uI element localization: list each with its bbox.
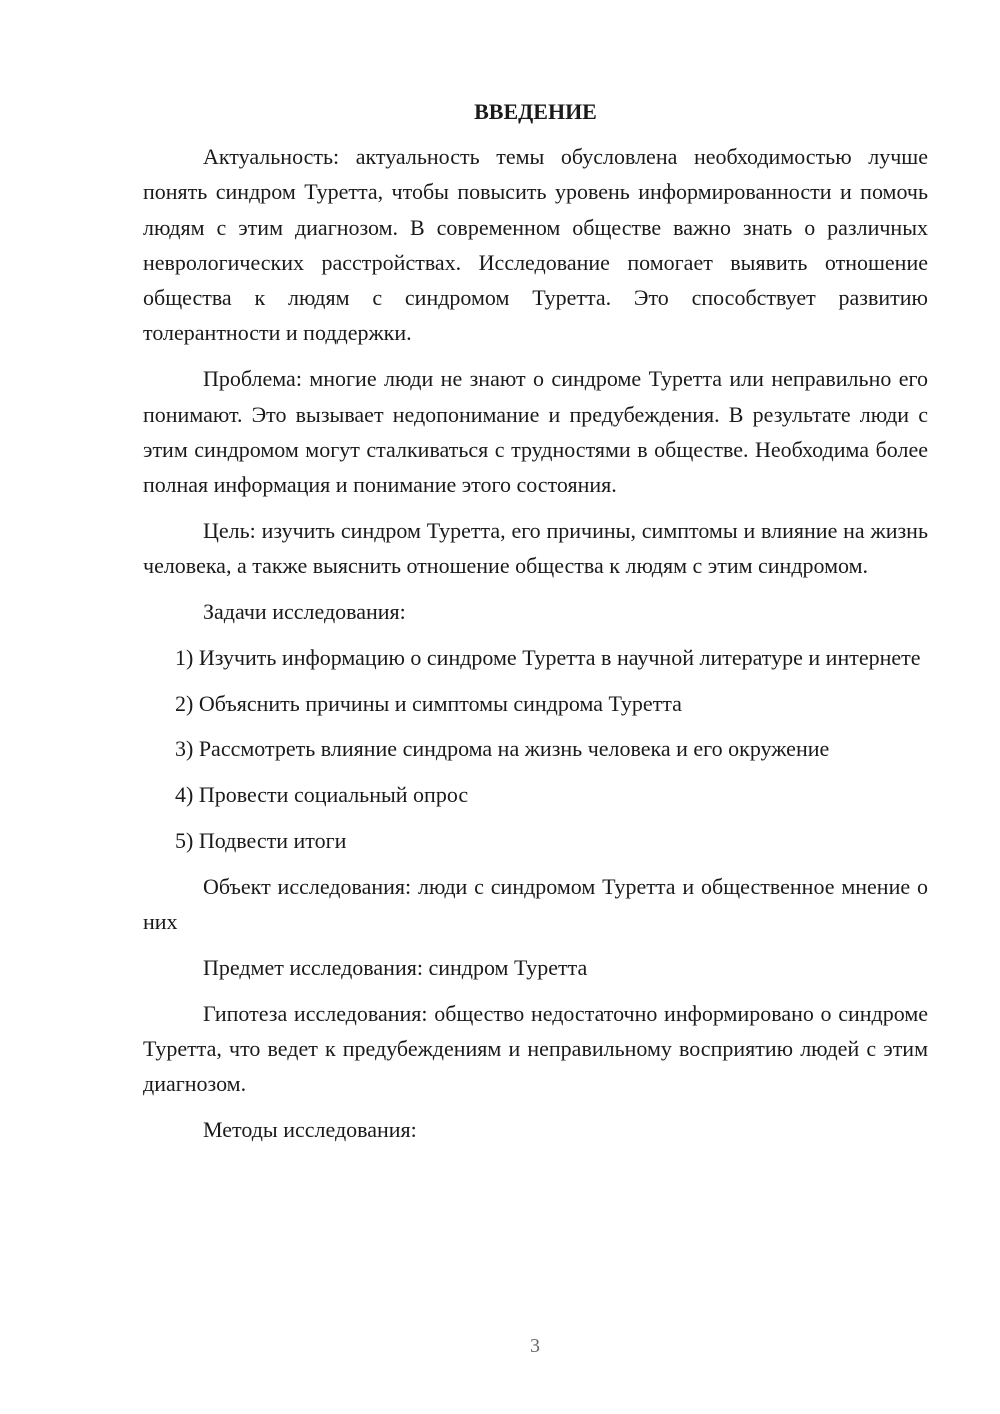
task-item-1: 1) Изучить информацию о синдроме Туретта в научной литературе и интернете bbox=[175, 644, 921, 670]
paragraph-goal: Цель: изучить синдром Туретта, его причины, симптомы и влияние на жизнь человека, а также выяснить отношение общества к людям с этим синдромом. bbox=[143, 517, 928, 579]
page-content bbox=[143, 94, 928, 1158]
paragraph-object: Объект исследования: люди с синдромом Туретта и общественное мнение о них bbox=[143, 873, 928, 935]
page-number: 3 bbox=[530, 1335, 540, 1357]
paragraph-problem: Проблема: многие люди не знают о синдроме Туретта или неправильно его понимают. Это вызывает недопонимание и предубеждения. В результате люди с этим синдромом могут сталкиваться с трудностями в обществе. Необходима более полная информация и понимание этого состояния. bbox=[143, 366, 928, 498]
task-item-2: 2) Объяснить причины и симптомы синдрома Туретта bbox=[175, 690, 682, 716]
page-title: ВВЕДЕНИЕ bbox=[474, 99, 597, 124]
task-item-3: 3) Рассмотреть влияние синдрома на жизнь человека и его окружение bbox=[175, 736, 830, 762]
paragraph-methods-heading: Методы исследования: bbox=[203, 1117, 417, 1143]
paragraph-relevance: Актуальность: актуальность темы обусловлена необходимостью лучше понять синдром Туретта, чтобы повысить уровень информированности и помочь людям с этим диагнозом. В современном обществе важно знать о различных неврологических расстройствах. Исследование помогает выявить отношение общества к людям с синдромом Туретта. Это способствует развитию толерантности и поддержки. bbox=[143, 144, 928, 346]
task-item-5: 5) Подвести итоги bbox=[175, 828, 347, 854]
paragraph-hypothesis: Гипотеза исследования: общество недостаточно информировано о синдроме Туретта, что ведет к предубеждениям и неправильному восприятию людей с этим диагнозом. bbox=[143, 1000, 928, 1097]
task-item-4: 4) Провести социальный опрос bbox=[175, 782, 469, 808]
paragraph-tasks-heading: Задачи исследования: bbox=[203, 599, 406, 625]
paragraph-subject: Предмет исследования: синдром Туретта bbox=[203, 954, 588, 980]
